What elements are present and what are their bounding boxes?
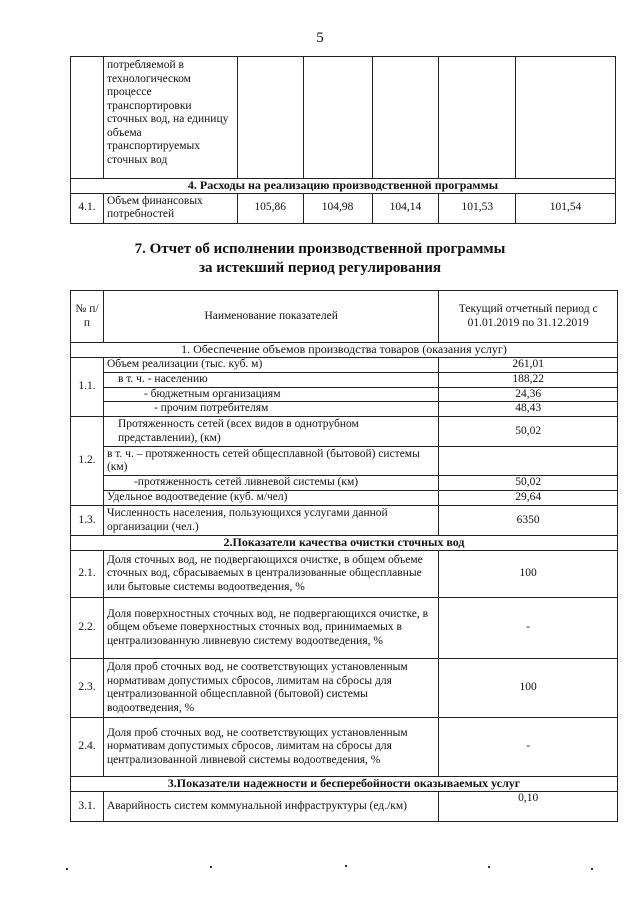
value-cell [439,447,618,476]
row-number: 1.3. [71,506,104,536]
value-cell: - [439,598,618,659]
row-label: в т. ч. - населению [103,372,438,387]
value-cell: 105,86 [237,193,303,223]
group-title-1: 1. Обеспечение объемов производства товаров (оказания услуг) [71,343,618,358]
continued-indicator-text: потребляемой в технологическом процессе транспортировки сточных вод, на единицу объема транспортируемых сточных вод [103,57,237,179]
header-period: Текущий отчетный период с 01.01.2019 по 31.12.2019 [439,291,618,343]
scan-speck [345,865,347,867]
value-cell: 104,14 [372,193,439,223]
value-cell: 0,10 [439,792,618,822]
scan-speck [488,866,490,868]
value-cell: 101,53 [439,193,516,223]
row-number: 2.2. [71,598,104,659]
row-label: Доля сточных вод, не подвергающихся очистке, в общем объеме сточных вод, сбрасываемых в централизованные общесплавные или бытовые системы водоотведения, % [103,551,438,598]
value-cell: 188,22 [439,372,618,387]
row-number: 2.3. [71,659,104,718]
page-number: 5 [316,30,324,46]
group-title-2: 2.Показатели качества очистки сточных вод [71,536,618,551]
scan-speck [66,868,68,870]
value-cell: 104,98 [303,193,372,223]
section4-title: 4. Расходы на реализацию производственной программы [71,179,616,194]
row-label: Доля проб сточных вод, не соответствующих установленным нормативам допустимых сбросов, лимитам на сбросы для централизованной общесплавной (бытовой) системы водоотведения, % [103,659,438,718]
value-cell: 100 [439,659,618,718]
value-cell: - [439,718,618,777]
section7-title-line2: за истекший период регулирования [198,260,442,276]
scan-speck [210,866,212,868]
section7-title-line1: 7. Отчет об исполнении производственной программы [134,241,506,257]
row-number: 1.1. [71,358,104,417]
value-cell: 50,02 [439,476,618,491]
row-number: 3.1. [71,792,104,822]
row-label: в т. ч. – протяженность сетей общесплавной (бытовой) системы (км) [103,447,438,476]
value-cell: 50,02 [439,417,618,447]
row-label: Объем финансовых потребностей [103,193,237,223]
row-label: - прочим потребителям [103,402,438,417]
header-num: № п/п [71,291,104,343]
value-cell: 48,43 [439,402,618,417]
row-number: 4.1. [71,193,104,223]
value-cell: 29,64 [439,491,618,506]
row-number: 2.4. [71,718,104,777]
row-number: 2.1. [71,551,104,598]
row-label: -протяженность сетей ливневой системы (км) [103,476,438,491]
row-label: Удельное водоотведение (куб. м/чел) [103,491,438,506]
header-name: Наименование показателей [103,291,438,343]
row-label: - бюджетным организациям [103,387,438,402]
row-label: Доля поверхностных сточных вод, не подвергающихся очистке, в общем объеме поверхностных сточных вод, принимаемых в централизованную ливневую систему водоотведения, % [103,598,438,659]
empty-cell [71,57,104,179]
row-label: Объем реализации (тыс. куб. м) [103,358,438,373]
report-table [70,290,618,822]
value-cell: 101,54 [516,193,616,223]
section7-title [0,240,640,278]
row-label: Протяженность сетей (всех видов в однотрубном представлении), (км) [103,417,438,447]
value-cell: 261,01 [439,358,618,373]
value-cell: 6350 [439,506,618,536]
row-label: Численность населения, пользующихся услугами данной организации (чел.) [103,506,438,536]
row-label: Доля проб сточных вод, не соответствующих установленным нормативам допустимых сбросов, лимитам на сбросы для централизованной ливневой системы водоотведения, % [103,718,438,777]
row-label: Аварийность систем коммунальной инфраструктуры (ед./км) [103,792,438,822]
continued-program-table [70,56,616,224]
value-cell: 24,36 [439,387,618,402]
group-title-3: 3.Показатели надежности и бесперебойности оказываемых услуг [71,777,618,792]
row-number: 1.2. [71,417,104,506]
value-cell: 100 [439,551,618,598]
scan-speck [591,868,593,870]
